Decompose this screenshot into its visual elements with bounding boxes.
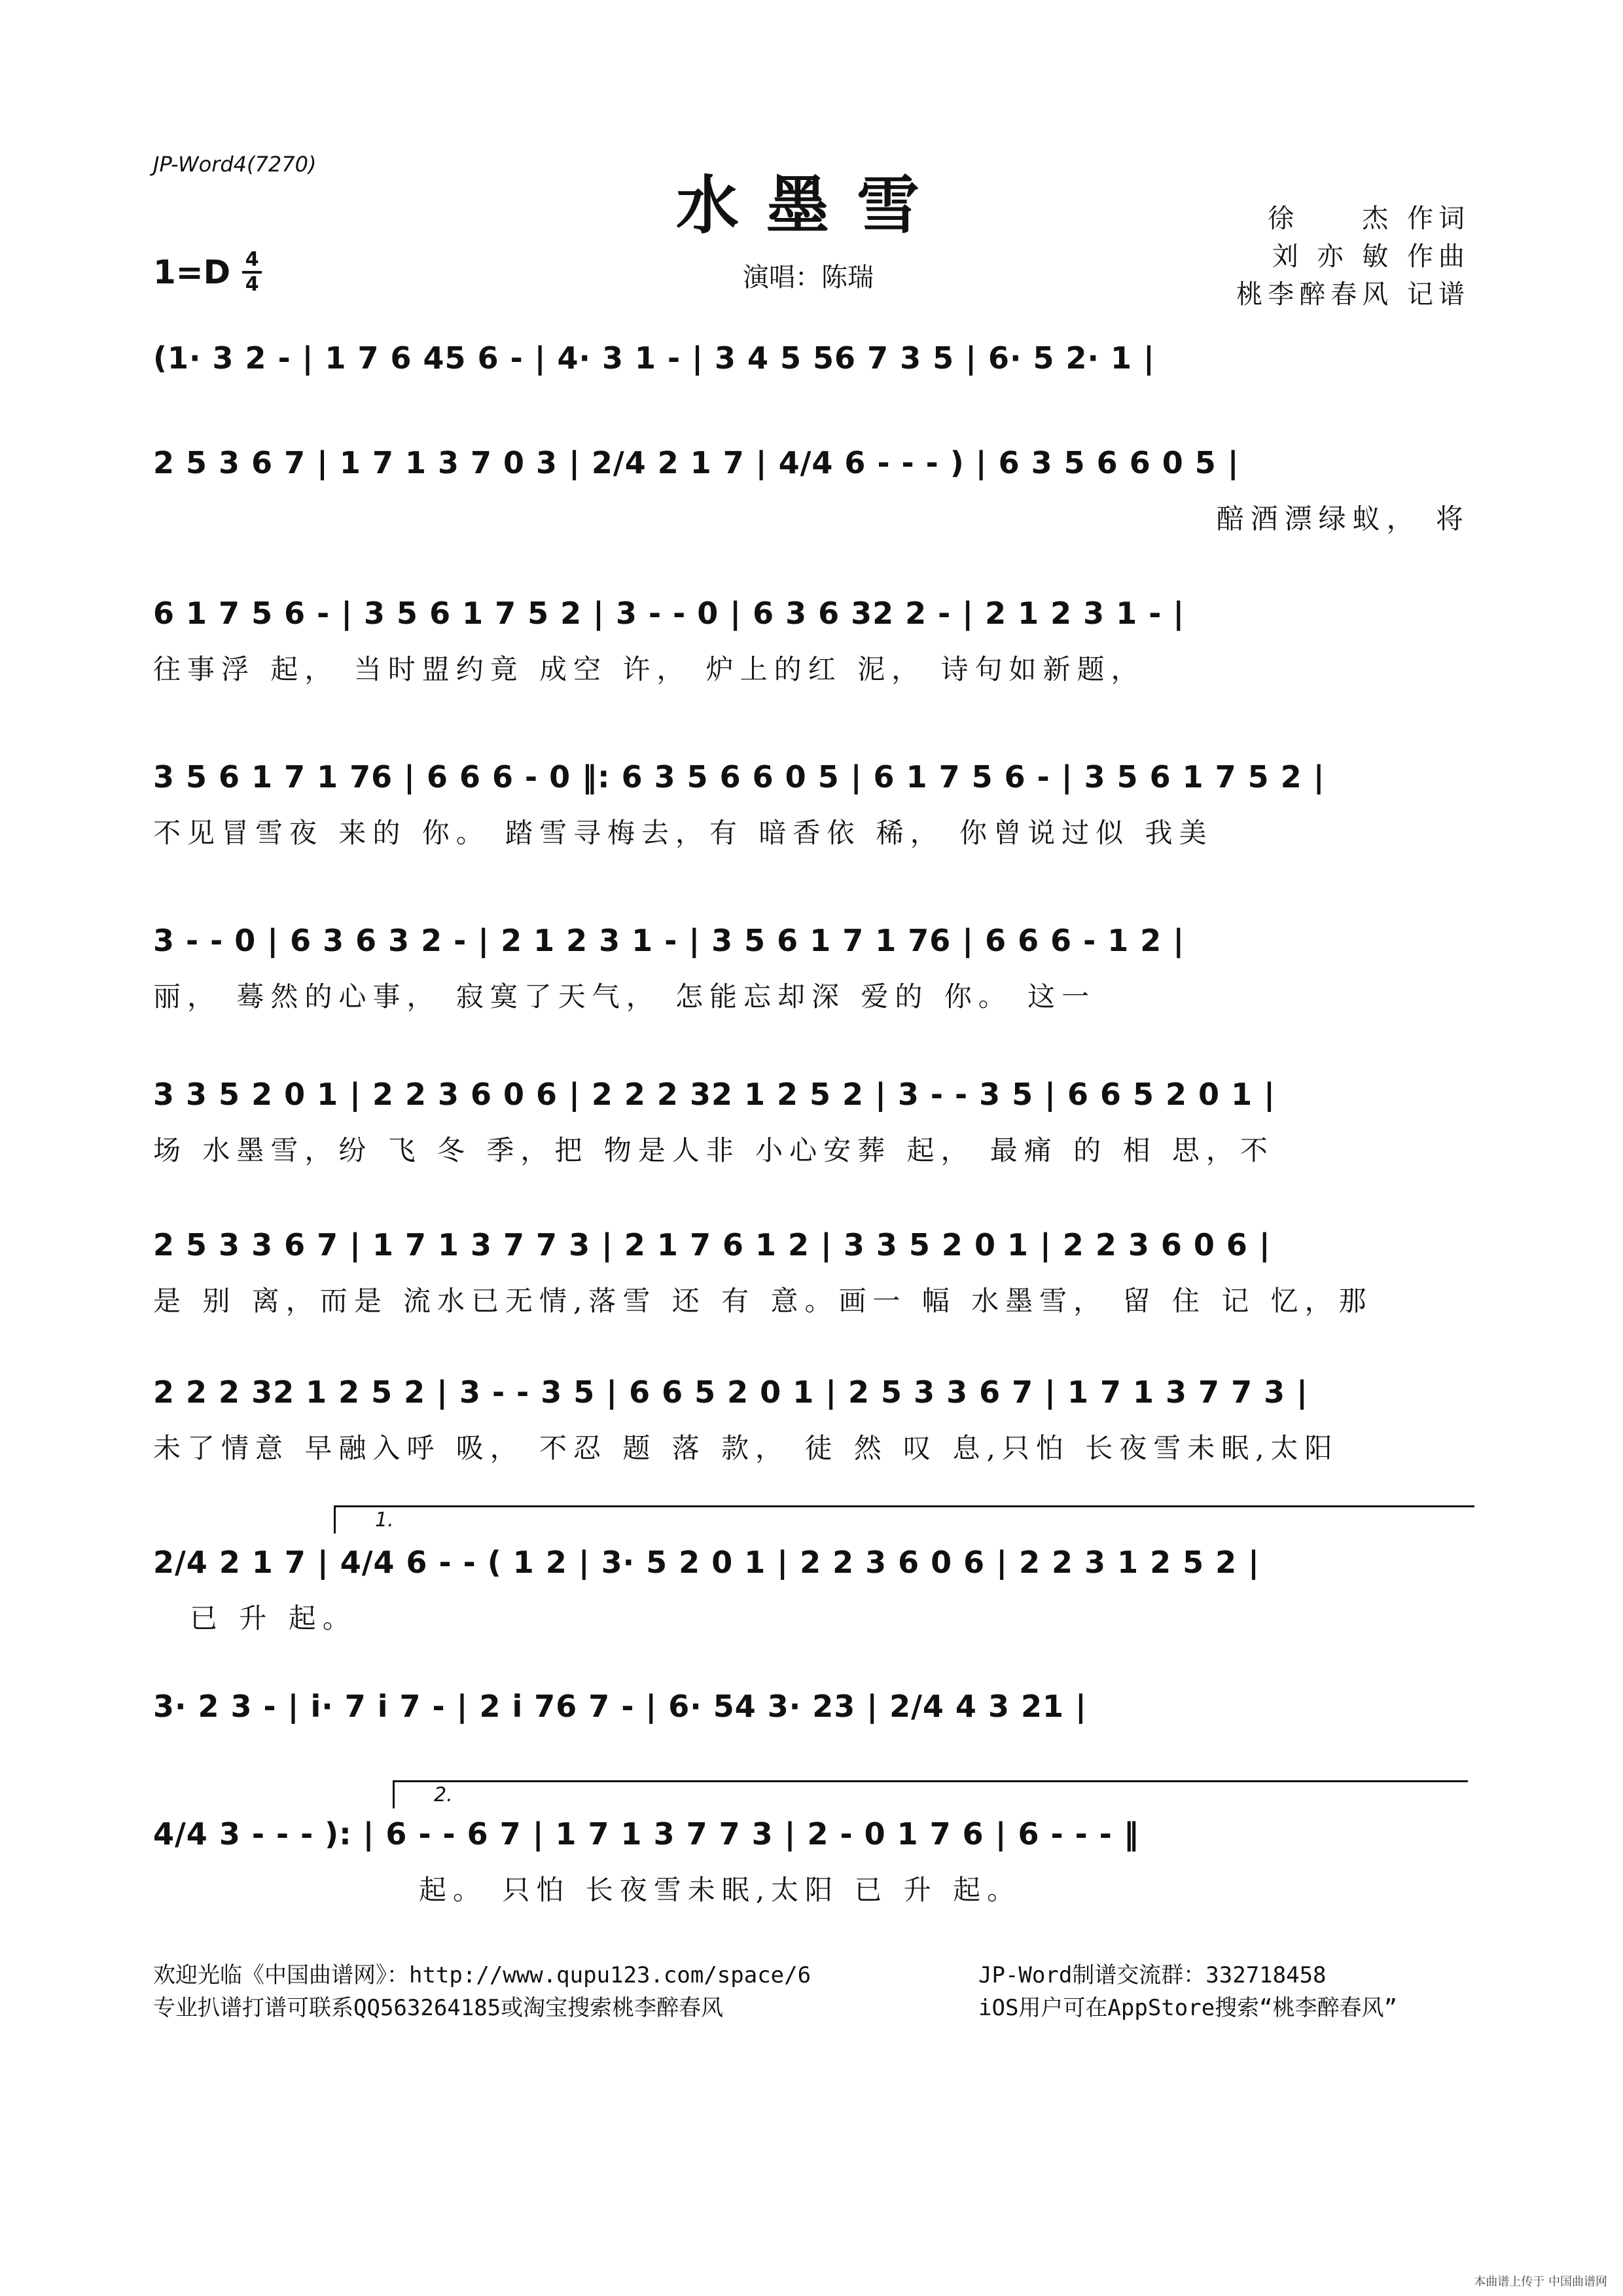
score-system-1: (1· 3 2 - | 1 7 6 45 6 - | 4· 3 1 - | 3 4 5 56 7 3 5 | 6· 5 2· 1 | xyxy=(153,340,1155,376)
lyrics-line-11: 起。 只怕 长夜雪未眠,太阳 已 升 起。 xyxy=(419,1874,1022,1906)
score-system-9: 2/4 2 1 7 | 4/4 6 - - ( 1 2 | 3· 5 2 0 1 | 2 2 3 6 0 6 | 2 2 3 1 2 5 2 | xyxy=(153,1545,1260,1580)
lyrics-line-5: 丽， 蓦然的心事， 寂寞了天气， 怎能忘却深 爱的 你。 这一 xyxy=(153,980,1096,1013)
song-title: 水墨雪 xyxy=(676,168,947,242)
singer-credit: 演唱：陈瑞 xyxy=(743,262,874,293)
score-system-10: 3· 2 3 - | i· 7 i 7 - | 2 i 76 7 - | 6· 54 3· 23 | 2/4 4 3 21 | xyxy=(153,1689,1087,1724)
score-system-3: 6 1 7 5 6 - | 3 5 6 1 7 5 2 | 3 - - 0 | 6 3 6 32 2 - | 2 1 2 3 1 - | xyxy=(153,596,1185,631)
footer-contact: 专业扒谱打谱可联系QQ563264185或淘宝搜索桃李醉春风 xyxy=(153,1995,724,2021)
volta-bracket-2: 2. xyxy=(393,1780,1468,1808)
time-bottom: 4 xyxy=(245,273,259,296)
score-system-6: 3 3 5 2 0 1 | 2 2 3 6 0 6 | 2 2 2 32 1 2 5 2 | 3 - - 3 5 | 6 6 5 2 0 1 | xyxy=(153,1077,1275,1112)
footer-group: JP-Word制谱交流群：332718458 xyxy=(978,1962,1327,1988)
footer-website: 欢迎光临《中国曲谱网》：http://www.qupu123.com/space/6 xyxy=(153,1962,812,1988)
lyrics-line-9: 已 升 起。 xyxy=(190,1602,357,1634)
lyrics-line-2: 醅酒漂绿蚁， 将 xyxy=(1216,503,1470,535)
time-signature xyxy=(242,250,262,295)
score-system-5: 3 - - 0 | 6 3 6 3 2 - | 2 1 2 3 1 - | 3 5 6 1 7 1 76 | 6 6 6 - 1 2 | xyxy=(153,923,1185,958)
software-version: JP-Word4(7270) xyxy=(153,152,317,177)
transcriber-credit: 桃李醉春风 记谱 xyxy=(1236,279,1470,310)
key-signature xyxy=(153,250,262,295)
composer-credit: 刘 亦 敏 作曲 xyxy=(1272,242,1470,272)
score-system-2: 2 5 3 6 7 | 1 7 1 3 7 0 3 | 2/4 2 1 7 | 4/4 6 - - - ) | 6 3 5 6 6 0 5 | xyxy=(153,445,1240,480)
score-system-4: 3 5 6 1 7 1 76 | 6 6 6 - 0 ‖: 6 3 5 6 6 0 5 | 6 1 7 5 6 - | 3 5 6 1 7 5 2 | xyxy=(153,759,1325,795)
footer-appstore: iOS用户可在AppStore搜索“桃李醉春风” xyxy=(978,1995,1398,2021)
lyrics-line-7: 是 别 离，而是 流水已无情,落雪 还 有 意。画一 幅 水墨雪， 留 住 记 忆，那 xyxy=(153,1285,1373,1317)
key-label: 1=D xyxy=(153,253,231,291)
watermark: 本曲谱上传于 中国曲谱网 xyxy=(1474,2275,1607,2289)
volta-bracket-1: 1. xyxy=(334,1505,1474,1534)
score-system-8: 2 2 2 32 1 2 5 2 | 3 - - 3 5 | 6 6 5 2 0 1 | 2 5 3 3 6 7 | 1 7 1 3 7 7 3 | xyxy=(153,1374,1308,1410)
lyrics-line-8: 未了情意 早融入呼 吸， 不忍 题 落 款， 徒 然 叹 息,只怕 长夜雪未眠,太阳 xyxy=(153,1432,1339,1464)
lyrics-line-4: 不见冒雪夜 来的 你。 踏雪寻梅去，有 暗香依 稀， 你曾说过似 我美 xyxy=(153,817,1213,849)
score-system-7: 2 5 3 3 6 7 | 1 7 1 3 7 7 3 | 2 1 7 6 1 2 | 3 3 5 2 0 1 | 2 2 3 6 0 6 | xyxy=(153,1227,1271,1263)
lyricist-credit: 徐 杰 作词 xyxy=(1268,204,1470,234)
lyrics-line-3: 往事浮 起， 当时盟约竟 成空 许， 炉上的红 泥， 诗句如新题， xyxy=(153,653,1145,685)
time-top: 4 xyxy=(245,248,259,271)
score-system-11: 4/4 3 - - - ): | 6 - - 6 7 | 1 7 1 3 7 7 3 | 2 - 0 1 7 6 | 6 - - - ‖ xyxy=(153,1816,1139,1852)
lyrics-line-6: 场 水墨雪，纷 飞 冬 季，把 物是人非 小心安葬 起， 最痛 的 相 思，不 xyxy=(153,1134,1274,1166)
